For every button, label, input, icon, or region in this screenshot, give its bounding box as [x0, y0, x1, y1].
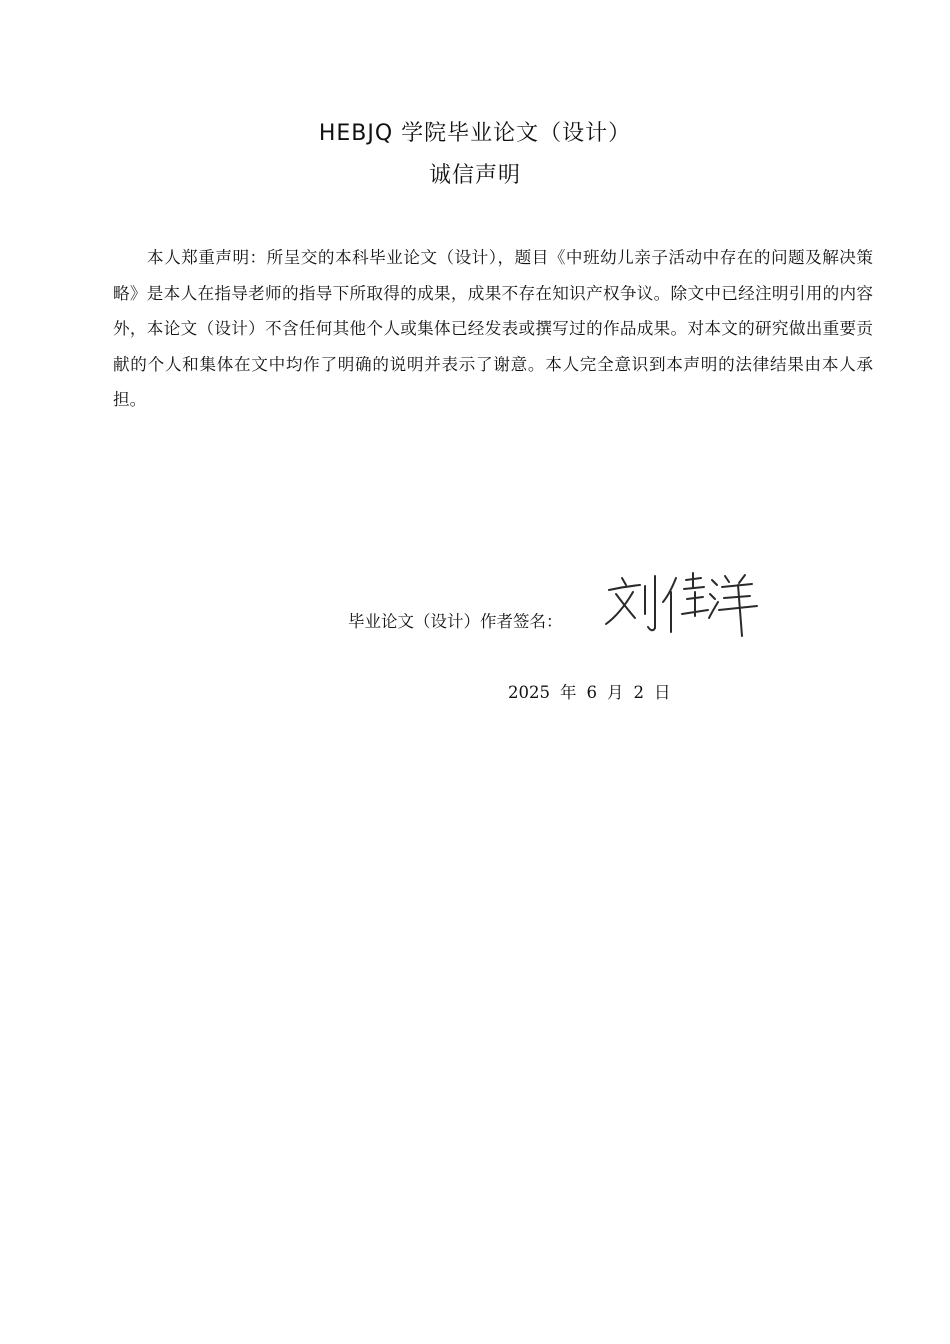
date-day: 2 — [633, 683, 644, 702]
date-day-unit: 日 — [654, 683, 671, 702]
date-year-unit: 年 — [560, 683, 577, 702]
date-year: 2025 — [508, 683, 550, 702]
date-month-unit: 月 — [607, 683, 624, 702]
document-title: HEBJQ 学院毕业论文（设计） — [318, 121, 632, 146]
signing-date — [508, 679, 671, 703]
handwritten-signature — [600, 570, 760, 638]
document-subtitle: 诚信声明 — [428, 163, 521, 188]
date-month: 6 — [586, 683, 597, 702]
signature-label: 毕业论文（设计）作者签名： — [348, 612, 563, 631]
declaration-paragraph: 本人郑重声明：所呈交的本科毕业论文（设计），题目《中班幼儿亲子活动中存在的问题及解决策略》是本人在指导老师的指导下所取得的成果，成果不存在知识产权争议。除文中已经注明引用的内容外，本论文（设计）不含任何其他个人或集体已经发表或撰写过的作品成果。对本文的研究做出重要贡献的个人和集体在文中均作了明确的说明并表示了谢意。本人完全意识到本声明的法律结果由本人承担。 — [113, 248, 873, 409]
